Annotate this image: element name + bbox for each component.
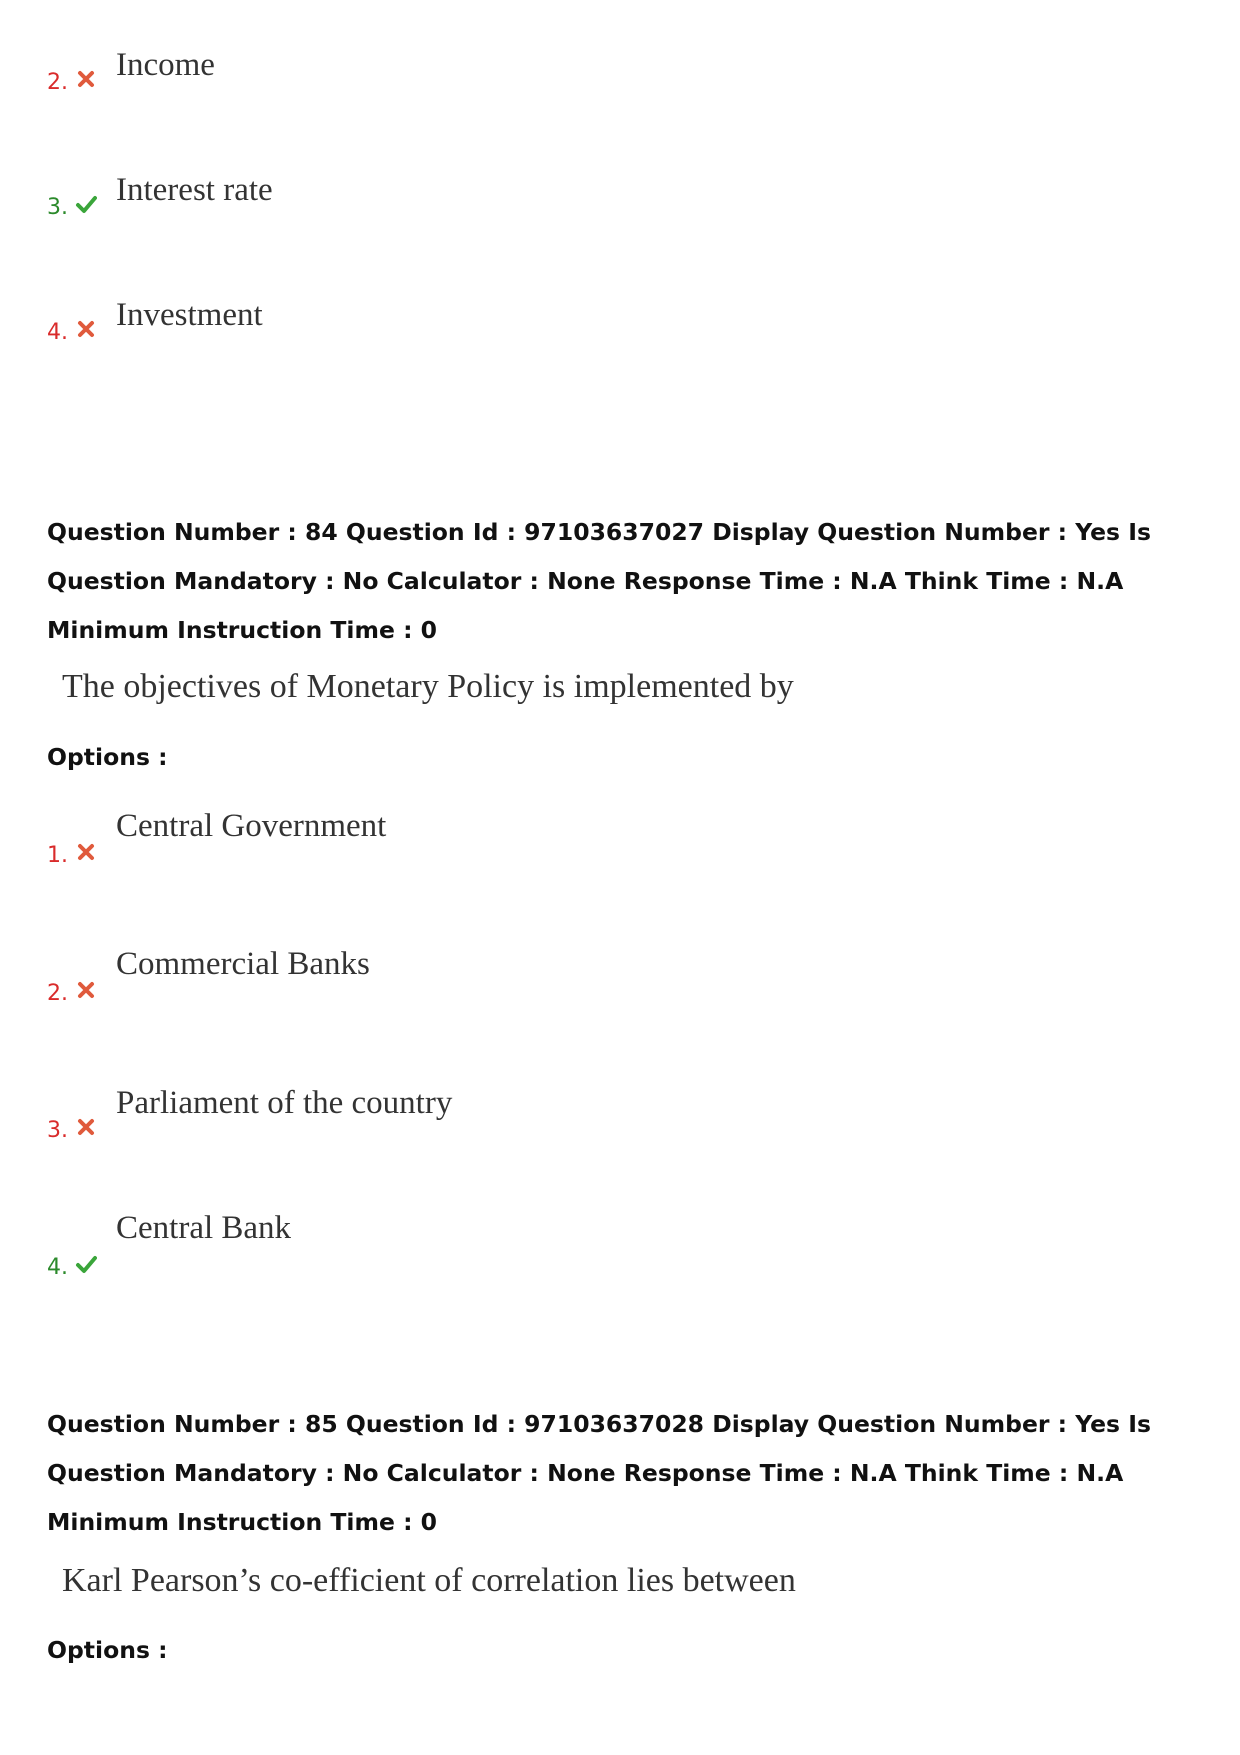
option-3: [47, 172, 947, 240]
question-meta: Question Number : 85 Question Id : 97103637028 Display Question Number : Yes Is Question Mandatory : No Calculator : None Response Time : N.A Think Time : N.A Minimum Instruction Time : 0: [47, 1410, 1151, 1536]
option-number: 4.: [47, 1255, 68, 1280]
options-label: Options :: [47, 1636, 168, 1664]
option-text: Central Government: [116, 808, 387, 844]
cross-mark-icon: [75, 1116, 97, 1138]
option-text: Investment: [116, 297, 263, 333]
question-meta: Question Number : 84 Question Id : 97103637027 Display Question Number : Yes Is Question Mandatory : No Calculator : None Response Time : N.A Think Time : N.A Minimum Instruction Time : 0: [47, 518, 1151, 644]
question-text: Karl Pearson’s co-efficient of correlation lies between: [62, 1562, 796, 1599]
option-text: Income: [116, 47, 215, 83]
option-2: [47, 946, 947, 1026]
option-number: 2.: [47, 981, 68, 1006]
option-3: [47, 1085, 947, 1163]
option-number: 4.: [47, 320, 68, 345]
option-number: 1.: [47, 843, 68, 868]
option-number: 3.: [47, 195, 68, 220]
cross-mark-icon: [75, 68, 97, 90]
option-text: Interest rate: [116, 172, 273, 208]
cross-mark-icon: [75, 318, 97, 340]
option-text: Central Bank: [116, 1210, 292, 1246]
option-number: 3.: [47, 1118, 68, 1143]
question-text: The objectives of Monetary Policy is implemented by: [62, 668, 794, 705]
cross-mark-icon: [75, 841, 97, 863]
option-text: Parliament of the country: [116, 1085, 453, 1121]
option-4: [47, 1210, 947, 1300]
check-mark-icon: [75, 1253, 97, 1275]
option-1: [47, 808, 947, 888]
option-number: 2.: [47, 70, 68, 95]
option-4: [47, 297, 947, 365]
options-label: Options :: [47, 743, 168, 771]
cross-mark-icon: [75, 979, 97, 1001]
option-2: [47, 47, 947, 115]
option-text: Commercial Banks: [116, 946, 370, 982]
check-mark-icon: [75, 193, 97, 215]
